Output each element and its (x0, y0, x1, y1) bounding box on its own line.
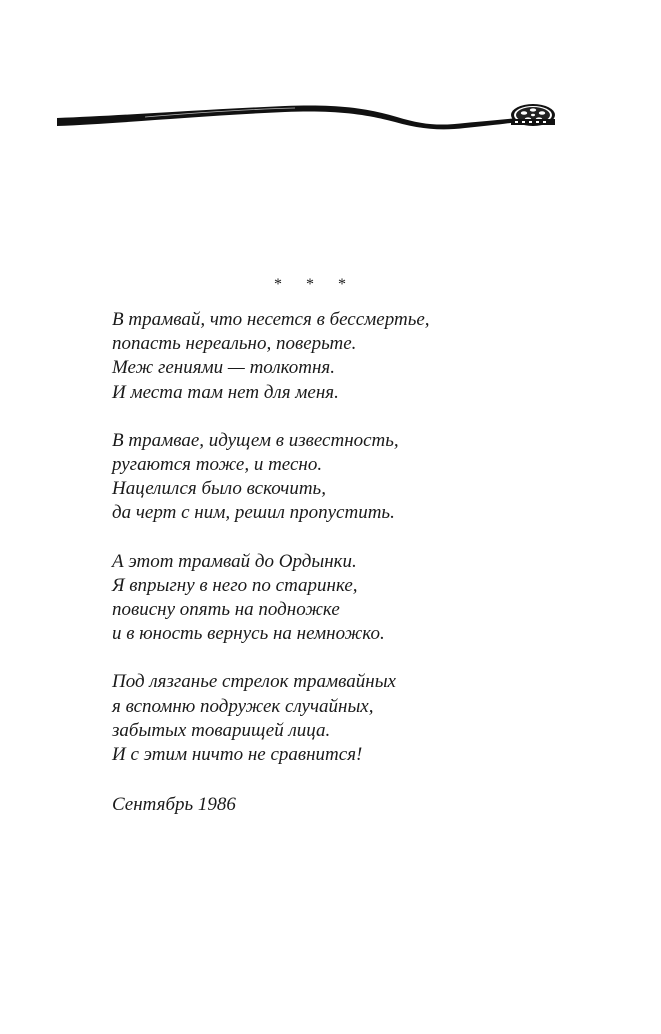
poem-line: забытых товарищей лица. (112, 719, 331, 741)
stanza-1 (112, 308, 592, 405)
stanza-2 (112, 429, 592, 526)
poem-line: попасть нереально, поверьте. (112, 333, 357, 355)
stanza-3 (112, 550, 592, 647)
poem-line: Меж гениями — толкотня. (112, 357, 335, 379)
poem-line: И с этим ничто не сравнится! (112, 744, 363, 766)
poem-line: Под лязганье стрелок трамвайных (112, 671, 396, 693)
poem-line: В трамвае, идущем в известность, (112, 429, 399, 451)
stanza-4 (112, 670, 592, 767)
poem-line: да черт с ним, решил пропустить. (112, 502, 395, 524)
poem-line: я вспомню подружек случайных, (112, 695, 374, 717)
poem-date: Сентябрь 1986 (112, 794, 236, 815)
film-reel-icon (511, 104, 555, 126)
poem-line: В трамвай, что несется в бессмертье, (112, 309, 430, 330)
film-ribbon (57, 105, 517, 129)
poem-line: Нацелился было вскочить, (112, 478, 326, 500)
poem-line: А этот трамвай до Ордынки. (112, 550, 357, 572)
poem-body (112, 308, 592, 791)
poem-line: И места там нет для меня. (112, 381, 339, 403)
poem-line: и в юность вернусь на немножко. (112, 623, 385, 645)
poem-line: повисну опять на подножке (112, 599, 340, 621)
poem-line: ругаются тоже, и тесно. (112, 454, 323, 476)
film-strip-ornament (55, 98, 560, 138)
poem-line: Я впрыгну в него по старинке, (112, 574, 358, 596)
stanza-separator: * * * (274, 276, 356, 293)
